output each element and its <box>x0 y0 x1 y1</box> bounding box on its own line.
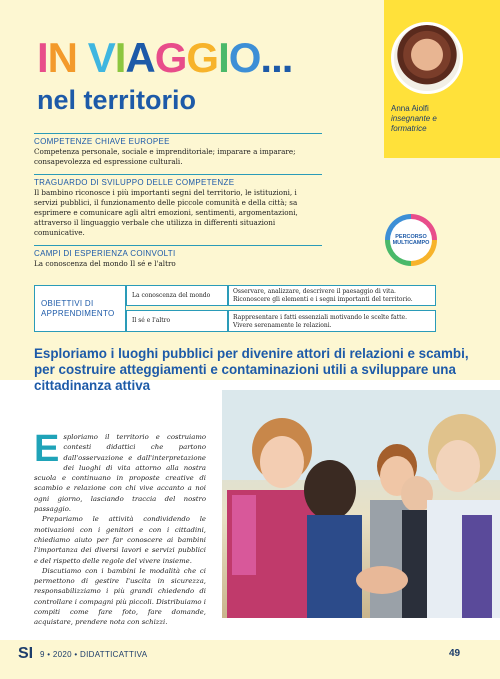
objectives-label-box <box>34 285 126 332</box>
title-letter: I <box>114 34 126 81</box>
article-paragraph: Discutiamo con i bambini le modalità che ci permettono di gestire l'uscita in sicurezza, responsabilizziamo i più grandi chiedendo di controllare i compagni più piccoli. Distribuiamo i compiti come fare foto, fare domande, acquistare, prendere nota con schizzi. <box>34 566 206 627</box>
section-competenze <box>34 134 322 167</box>
badge-label: PERCORSO MULTICAMPO <box>390 219 432 261</box>
objective-field-box <box>126 310 228 332</box>
objective-field-box <box>126 285 228 306</box>
objective-items-box <box>228 285 436 306</box>
author-role: insegnante e formatrice <box>391 114 437 133</box>
section-body: Competenza personale, sociale e imprenditoriale; imparare a imparare; consapevolezza ed espressione culturali. <box>34 147 296 166</box>
objective-item: Osservare, analizzare, descrivere il paesaggio di vita. <box>233 288 396 295</box>
children-photo <box>222 390 500 618</box>
section-traguardo <box>34 175 322 238</box>
article-text: sploriamo il territorio e costruiamo contesti didattici che partono dall'osservazione e dall'interpretazione dei luoghi di vita attorno alla nostra scuola e continuano in proposte creative di scambio e relazione con chi vive accanto a noi ogni giorno, lasciando traccia del nostro passaggio. <box>34 433 206 514</box>
section-body: Il bambino riconosce i più importanti segni del territorio, le istituzioni, i servizi pubblici, il funzionamento delle piccole comunità e della città; sa esprimere e comunicare agli altri emozioni, sentimenti, argomentazioni, attraverso il linguaggio verbale che utilizza in differenti situazioni comunicative. <box>34 188 298 237</box>
article-paragraph: Prepariamo le attività condividendo le motivazioni con i genitori e con i cittadini, chiediamo aiuto per far conoscere ai bambini l'importanza dei diversi lavori e servizi pubblici e del rispetto delle regole del vivere insieme. <box>34 515 206 565</box>
drop-cap: E <box>34 428 60 470</box>
title-letter: N <box>47 34 78 81</box>
page-title <box>37 35 292 81</box>
article-paragraph <box>34 428 206 514</box>
author-name: Anna Aiolfi <box>391 104 429 113</box>
objective-item: Vivere serenamente le relazioni. <box>233 322 332 329</box>
author-photo <box>391 22 463 94</box>
issue-info: 9 • 2020 • DIDATTICATTIVA <box>40 650 148 659</box>
section-campi <box>34 246 322 269</box>
title-letters <box>37 35 260 81</box>
title-letter <box>77 35 88 81</box>
section-body: La conoscenza del mondo Il sé e l'altro <box>34 259 176 268</box>
title-letter: G <box>186 34 219 81</box>
magazine-logo: SI <box>18 645 34 662</box>
article-body <box>34 428 206 628</box>
objectives-label: OBIETTIVI DI APPRENDIMENTO <box>41 298 115 318</box>
page-subtitle: nel territorio <box>37 85 197 115</box>
lead-paragraph: Esploriamo i luoghi pubblici per divenire attori di relazioni e scambi, per costruire atteggiamenti e contaminazioni utili a sviluppare una cittadinanza attiva <box>34 346 469 393</box>
children-illustration <box>222 390 500 618</box>
footer-background <box>0 640 500 679</box>
objective-field: Il sé e l'altro <box>132 317 171 324</box>
objective-item: Rappresentare i fatti essenziali motivando le scelte fatte. <box>233 314 407 321</box>
page-number: 49 <box>449 648 461 659</box>
percorso-multicampo-badge <box>385 214 437 266</box>
section-heading: TRAGUARDO DI SVILUPPO DELLE COMPETENZE <box>34 178 235 187</box>
title-letter: A <box>125 34 155 81</box>
objective-item: Riconoscere gli elementi e i segni importanti del territorio. <box>233 296 413 303</box>
objective-field: La conoscenza del mondo <box>132 291 211 299</box>
title-letter: I <box>218 34 229 81</box>
title-dots: ... <box>260 34 293 81</box>
section-heading: COMPETENZE CHIAVE EUROPEE <box>34 137 170 146</box>
objective-items-box <box>228 310 436 332</box>
title-letter: V <box>87 34 115 81</box>
title-letter: I <box>37 34 48 81</box>
title-letter: G <box>154 34 187 81</box>
section-heading: CAMPI DI ESPERIENZA COINVOLTI <box>34 249 176 258</box>
title-letter: O <box>228 34 261 81</box>
